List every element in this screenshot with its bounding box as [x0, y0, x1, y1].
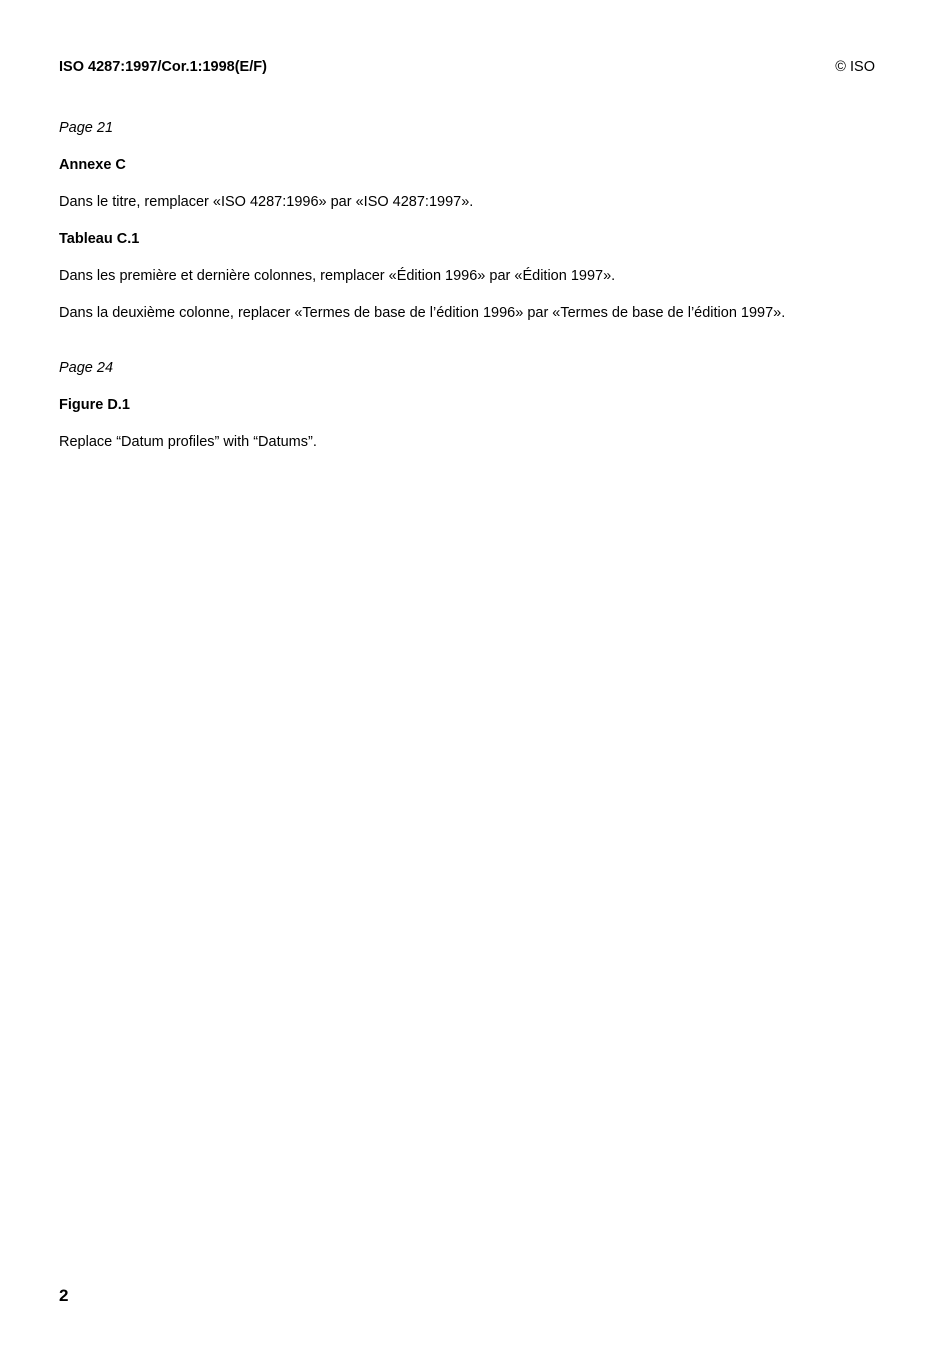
table-c1-heading: Tableau C.1 — [59, 231, 140, 247]
annex-c-title-correction: Dans le titre, remplacer «ISO 4287:1996» par «ISO 4287:1997». — [59, 194, 474, 210]
document-id: ISO 4287:1997/Cor.1:1998(E/F) — [59, 59, 267, 75]
annex-c-heading: Annexe C — [59, 157, 126, 173]
table-c1-correction-1: Dans les première et dernière colonnes, remplacer «Édition 1996» par «Édition 1997». — [59, 268, 616, 284]
page-reference-24: Page 24 — [59, 360, 114, 376]
copyright-notice: © ISO — [835, 59, 875, 75]
page-reference-21: Page 21 — [59, 120, 114, 136]
figure-d1-heading: Figure D.1 — [59, 397, 130, 413]
table-c1-correction-2: Dans la deuxième colonne, replacer «Termes de base de l’édition 1996» par «Termes de base de l’édition 1997». — [59, 305, 786, 321]
figure-d1-correction: Replace “Datum profiles” with “Datums”. — [59, 434, 317, 450]
page-number: 2 — [59, 1286, 69, 1305]
